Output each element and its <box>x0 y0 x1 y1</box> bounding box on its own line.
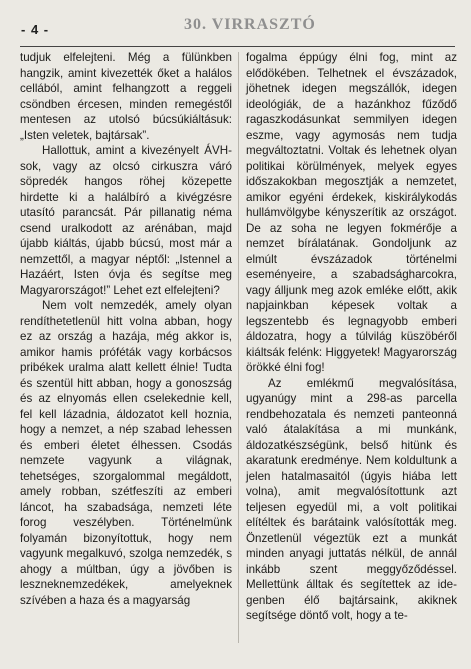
right-column <box>246 50 457 624</box>
paragraph: fogalma éppúgy élni fog, mint az elődökében. Telhetnek el évszázadok, jöhetnek idegen megszállók, idegen ideológiák, de a hazánkhoz fűződő ragaszkodásunkat semmilyen idegen eszme, vagy agymosás nem tudja megváltoztatni. Voltak és lehetnek olyan politikai körülmények, melyek egyes időszakokban megosztják a nemzetet, amikor egyéni érdekek, kiskirálykodás hullámvölgybe kényszerítik az országot. De az soha ne legyen fokmérője a nemzet bírálatának. Gondoljunk az elmúlt évszázadok történelmi eseményeire, a szabadságharcokra, vagy álljunk meg azok emléke előtt, akik napjainkban képesek voltak a legszentebb és legnagyobb emberi áldozatra, hogy a túlvilág küszöbéről kiáltsák felénk: Higgyetek! Magyarország örökké élni fog! <box>246 51 457 374</box>
masthead-logo: 30. VIRRASZTÓ <box>184 16 316 33</box>
paragraph: tudjuk elfelejteni. Még a fülünkben hangzik, amint kivezették őket a halálos cellából, amint felhangzott a reggeli csöndben ércesen, minden remegéstől mentesen az utolsó búcsúkiáltásuk: „Isten veletek, bajtársak”. <box>20 51 232 142</box>
paragraph: Hallottuk, amint a kivezényelt ÁVH-sok, vagy az olcsó cirkuszra váró söpredék hangos röhej közepette hirdette ki a halálbíró a kivégzésre utasító parancsát. Pár pillanatig néma csend uralkodott az arénában, majd újabb kiáltás, újabb búcsú, most már a nemzettől, a magyar néptől: „Istennel a Hazáért, Isten óvja és segítse meg Magyarországot!” Lehet ezt elfelejteni? <box>20 144 232 297</box>
left-column <box>20 50 232 608</box>
column-divider <box>238 52 239 643</box>
page-number: - 4 - <box>21 22 50 37</box>
paragraph: Nem volt nemzedék, amely olyan rendíthetetlenül hitt volna abban, hogy ez az ország a hazája, még akkor is, amikor hamis próféták vagy korbácsos pribékek uralma alatt kellett élnie! Tudta és szentül hitt abban, hogy a gonoszság és az elnyomás ellen cselekednie kell, fel kell lázadnia, áldozatot kell hoznia, hogy a nemzet, a nép szabad lehessen és emberi életet élhessen. Csodás nemzete vagyunk a világnak, tehetséges, szorgalommal megáldott, amely robban, szétfeszíti az emberi láncot, ha szabadsága, nemzeti léte forog veszélyben. Történelmünk folyamán bizonyítottuk, hogy nem vagyunk megalkuvó, szolga nemzedék, s ahogy a múltban, úgy a jövőben is leszneknemzedékek, amelyeknek szívében a haza és a magyarság <box>20 299 232 607</box>
header-rule <box>20 46 455 47</box>
paragraph: Az emlékmű megvalósítása, ugyanúgy mint a 298-as parcella rendbehozatala és nemzeti panteonná való átalakítása a mi munkánk, áldozatkészségünk, belső hitünk és akaratunk eredménye. Nem koldultunk a jelen hatalmasaitól (úgyis hiába lett volna), amit megvalósítottunk azt teljesen egyedül mi, a volt politikai elítéltek és barátaink valósították meg. Önzetlenül végeztük ezt a munkát minden anyagi juttatás nélkül, de annál inkább szent meggyőződéssel. Mellettünk álltak és segítettek az ide-genben élő bajtársaink, akiknek segítsége döntő volt, hogy a te- <box>246 376 457 622</box>
